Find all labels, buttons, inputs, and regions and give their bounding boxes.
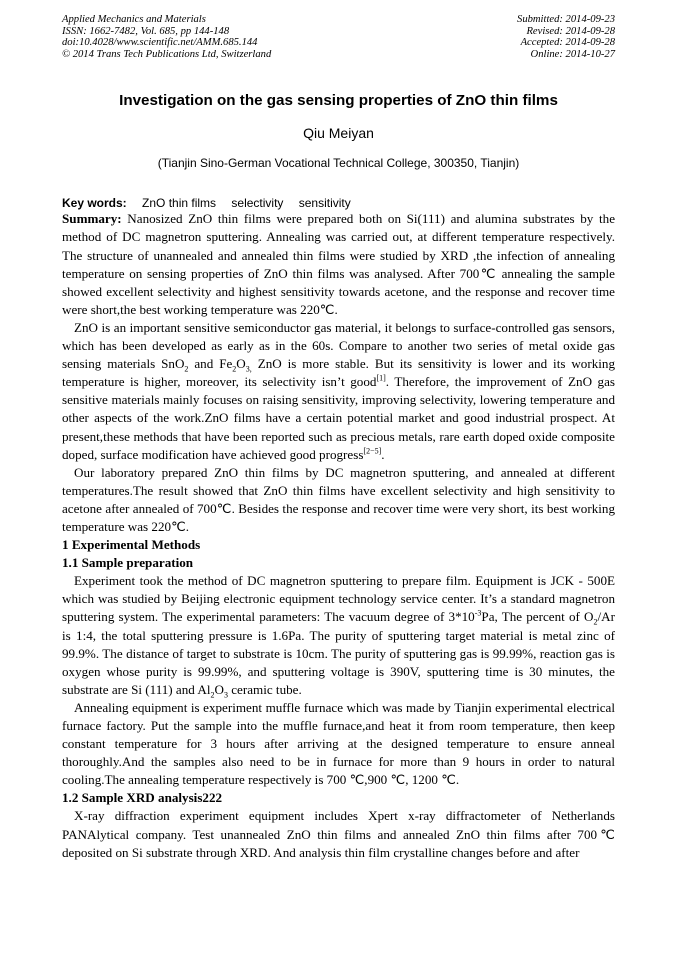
intro-paragraph-1	[62, 319, 615, 464]
text-run: O	[214, 681, 224, 697]
text-run: ZnO is an important sensitive semiconductor gas material, it belongs to surface-controlled gas sensors, which has been developed as early as in the 60s. Compare to another two series of metal oxide gas sensing materials SnO	[62, 319, 615, 372]
keyword: selectivity	[231, 196, 284, 211]
intro-paragraph-2: Our laboratory prepared ZnO thin films by DC magnetron sputtering, and annealed at different temperatures.The result showed that ZnO thin films have excellent selectivity and high sensitivity to acetone after annealed of 700℃. Besides the response and recover time were very short, its best working temperature was 220℃.	[62, 464, 615, 534]
summary-text: Nanosized ZnO thin films were prepared both on Si(111) and alumina substrates by the method of DC magnetron sputtering. Annealing was carried out, at different temperature respectively. The structure of unannealed and annealed thin films were studied by XRD ,the infection of annealing temperature on sensing properties of ZnO thin films was analysed. After 700℃ annealing the sample showed excellent selectivity and highest sensitivity towards acetone, and the response and recover time were short,the best working temperature was 220℃.	[62, 211, 615, 317]
copyright-line: © 2014 Trans Tech Publications Ltd, Switzerland	[62, 48, 272, 60]
revised-date: Revised: 2014-09-28	[526, 25, 615, 37]
subscript: 2	[232, 364, 237, 374]
section-heading: 1 Experimental Methods	[62, 537, 201, 553]
journal-info	[62, 14, 271, 60]
text-run: /Ar is 1:4, the total sputtering pressure is 1.6Pa. The purity of sputtering target material is metal zinc of 99.9%. The distance of target to substrate is 10cm. The purity of sputtering gas is 99.99%, reaction gas is oxygen whose purity is 99.99%, and sputtering voltage is 390V, sputtering time is 30 minutes, the substrate are Si (111) and Al	[62, 609, 615, 697]
superscript: -3	[474, 609, 482, 619]
paper-title: Investigation on the gas sensing properties of ZnO thin films	[119, 92, 558, 110]
journal-header	[62, 14, 615, 60]
paper-page	[62, 14, 615, 862]
submission-dates	[517, 14, 615, 60]
subscript: 2	[210, 690, 215, 700]
summary-label: Summary:	[62, 211, 122, 227]
online-date: Online: 2014-10-27	[530, 48, 615, 60]
subscript: 3	[223, 690, 228, 700]
text-run: Pa, The percent of O	[481, 609, 594, 625]
text-run: . Therefore, the improvement of ZnO gas sensitive materials mainly focuses on raising sensitivity, improving selectivity, lowering temperature and other aspects of the work.ZnO films have a certain potential market and good industrial prospect. At present,these methods that have been reported such as precious metals, rare earth doped oxide composite doped, surface modification have achieved good progress	[62, 374, 616, 462]
preparation-paragraph-2: Annealing equipment is experiment muffle furnace which was made by Tianjin experimental electrical furnace factory. Put the sample into the muffle furnace,and heat it from room temperature, then keep constant temperature for 3 hours after arriving at the designed temperature to ensure anneal thoroughly.And the samples also need to be in furnace for more than 9 hours in order to natural cooling.The annealing temperature respectively is 700 ℃,900 ℃, 1200 ℃.	[62, 699, 615, 788]
doi-line[interactable]: doi:10.4028/www.scientific.net/AMM.685.144	[62, 37, 258, 49]
citation[interactable]: [2−5]	[363, 446, 382, 456]
xrd-paragraph-1: X-ray diffraction experiment equipment includes Xpert x-ray diffractometer of Netherlands PANAlytical company. Test unannealed ZnO thin films and annealed ZnO thin films after 700℃ deposited on Si substrate through XRD. And analysis thin film crystalline changes before and after	[62, 808, 615, 860]
text-run: ZnO is more stable. But its sensitivity is lower and its working temperature is higher, moreover, its selectivity isn’t good	[62, 356, 615, 390]
subscript: 2	[184, 364, 189, 374]
keywords	[62, 196, 615, 210]
author-affiliation: (Tianjin Sino-German Vocational Technical College, 300350, Tianjin)	[157, 156, 520, 171]
subscript: 3,	[245, 364, 252, 374]
issn-line: ISSN: 1662-7482, Vol. 685, pp 144-148	[62, 25, 230, 37]
subsection-heading: 1.2 Sample XRD analysis222	[62, 790, 223, 806]
text-run: Experiment took the method of DC magnetron sputtering to prepare film. Equipment is JCK - 500E which was studied by Beijing electronic equipment technology service center. It’s a standard magnetron sputtering system. The experimental parameters: The vacuum degree of 3*10	[62, 573, 615, 625]
journal-name: Applied Mechanics and Materials	[62, 14, 206, 25]
subscript: 2	[593, 618, 598, 628]
text-run: O	[236, 356, 246, 372]
keyword: ZnO thin films	[142, 196, 217, 211]
keyword: sensitivity	[298, 196, 351, 211]
text-run: .	[381, 446, 385, 462]
summary-paragraph	[62, 210, 615, 319]
preparation-paragraph-1	[62, 572, 615, 699]
citation[interactable]: [1]	[376, 373, 386, 383]
accepted-date: Accepted: 2014-09-28	[520, 37, 615, 49]
submitted-date: Submitted: 2014-09-23	[517, 14, 615, 25]
author-name: Qiu Meiyan	[303, 125, 374, 142]
paper-body	[62, 210, 615, 861]
subsection-heading: 1.1 Sample preparation	[62, 555, 194, 571]
keywords-label: Key words:	[62, 196, 127, 211]
text-run: and Fe	[188, 356, 233, 372]
text-run: ceramic tube.	[227, 681, 302, 697]
